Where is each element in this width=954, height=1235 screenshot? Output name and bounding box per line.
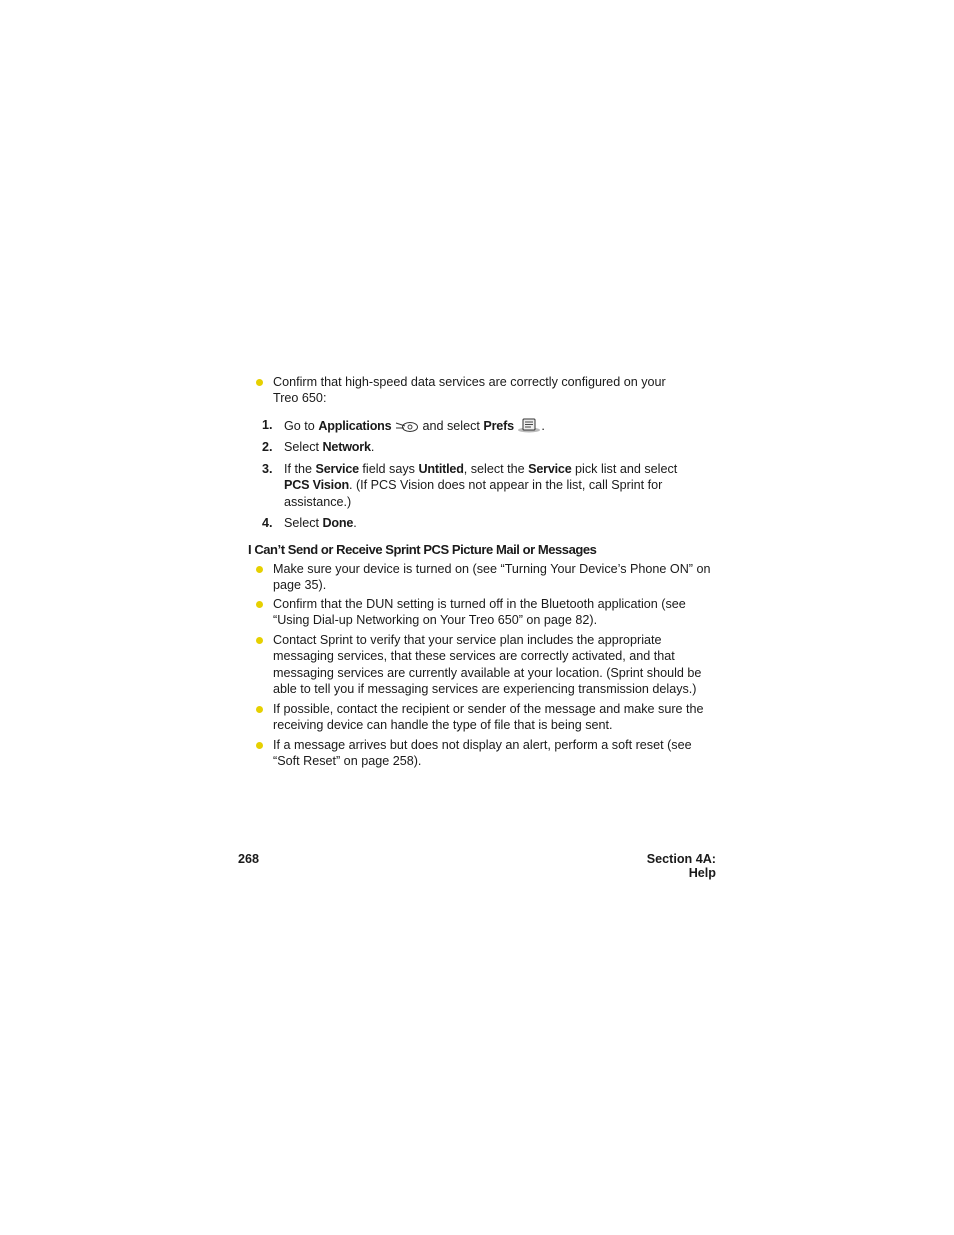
untitled-label: Untitled <box>418 462 464 476</box>
text-line: “Using Dial-up Networking on Your Treo 650” on page 82). <box>273 613 598 628</box>
bullet-dot <box>256 379 263 386</box>
prefs-icon <box>517 417 541 437</box>
step-number: 4. <box>262 516 273 530</box>
step-text-segment: If the <box>284 462 316 476</box>
bullet-dot <box>256 637 263 644</box>
text-line: Treo 650: <box>273 391 327 406</box>
step-text-segment: . <box>370 440 375 454</box>
step-text <box>284 461 714 510</box>
text-line: Contact Sprint to verify that your service plan includes the appropriate <box>273 633 662 647</box>
step-number: 1. <box>262 418 273 432</box>
section-heading: I Can’t Send or Receive Sprint PCS Picture Mail or Messages <box>248 542 597 557</box>
bullet-text <box>273 561 716 594</box>
bullet-text <box>273 374 716 407</box>
pcs-vision-label: PCS Vision <box>284 478 349 493</box>
text-line: If a message arrives but does not display an alert, perform a soft reset (see <box>273 738 692 752</box>
text-line: assistance.) <box>284 494 352 509</box>
service-label: Service <box>528 462 572 476</box>
text-line <box>284 477 714 493</box>
step-text-segment: . <box>353 516 357 530</box>
text-line: If possible, contact the recipient or sender of the message and make sure the <box>273 702 704 716</box>
text-line: page 35). <box>273 578 327 593</box>
step-text-segment: and select <box>418 419 484 433</box>
step-number: 2. <box>262 440 273 454</box>
step-text-segment: , select the <box>463 462 529 476</box>
step-text-segment: Select <box>284 440 323 454</box>
bullet-dot <box>256 566 263 573</box>
page-number: 268 <box>238 852 260 866</box>
done-label: Done <box>322 516 354 530</box>
applications-icon <box>395 420 419 437</box>
section-label: Section 4A: Help <box>646 852 716 880</box>
text-line: Make sure your device is turned on (see “Turning Your Device’s Phone ON” on <box>273 562 711 576</box>
step-text-segment: Select <box>284 516 323 530</box>
text-line: messaging services, that these services are correctly activated, and that <box>273 649 675 664</box>
service-label: Service <box>315 462 359 476</box>
step-text-segment: pick list and select <box>571 462 678 476</box>
network-label: Network <box>322 440 371 454</box>
text-line <box>284 461 714 477</box>
text-line: able to tell you if messaging services are experiencing transmission delays.) <box>273 682 697 697</box>
bullet-text <box>273 596 716 629</box>
bullet-dot <box>256 742 263 749</box>
step-number: 3. <box>262 462 273 476</box>
text-line: “Soft Reset” on page 258). <box>273 754 422 769</box>
step-text-segment: Go to <box>284 419 319 433</box>
text-line: messaging services are currently available at your location. (Sprint should be <box>273 665 702 680</box>
text-line: Confirm that the DUN setting is turned off in the Bluetooth application (see <box>273 597 686 611</box>
bullet-text <box>273 737 716 770</box>
step-text-segment: field says <box>358 462 419 476</box>
prefs-label: Prefs <box>483 419 514 433</box>
text-line: Confirm that high-speed data services are correctly configured on your <box>273 375 666 389</box>
step-text <box>284 515 714 531</box>
bullet-dot <box>256 601 263 608</box>
bullet-text <box>273 632 716 698</box>
step-text-segment: . <box>541 419 545 433</box>
bullet-dot <box>256 706 263 713</box>
applications-label: Applications <box>318 419 392 433</box>
text-line: receiving device can handle the type of file that is being sent. <box>273 718 613 733</box>
step-text <box>284 417 714 437</box>
step-text-segment: . (If PCS Vision does not appear in the list, call Sprint for <box>348 478 663 493</box>
step-text <box>284 439 714 455</box>
bullet-text <box>273 701 716 734</box>
